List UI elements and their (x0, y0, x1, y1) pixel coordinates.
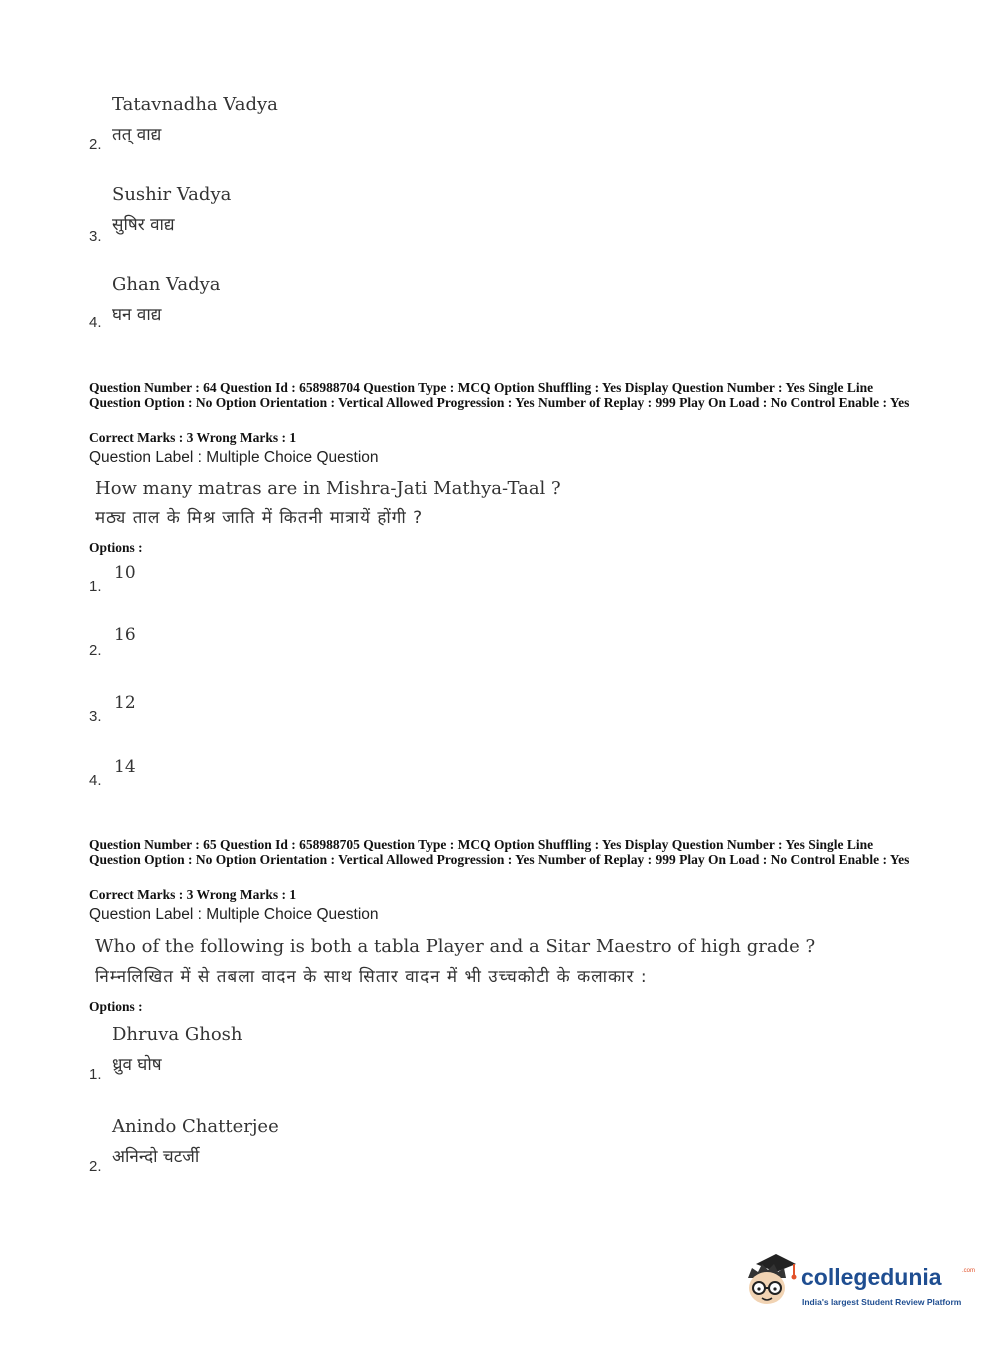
option-text-hindi: तत् वाद्य (112, 125, 162, 145)
brand-domain-suffix: .com (962, 1268, 976, 1274)
question-64-text-hindi: मठ्य ताल के मिश्र जाति में कितनी मात्रायें होंगी ? (95, 508, 424, 528)
option-text-hindi: ध्रुव घोष (112, 1055, 162, 1075)
option-number: 4. (89, 314, 102, 331)
collegedunia-logo (742, 1248, 976, 1314)
question-64-marks: Correct Marks : 3 Wrong Marks : 1 (89, 430, 297, 445)
question-64-text-english: How many matras are in Mishra-Jati Mathya-Taal ? (95, 478, 561, 499)
option-text-english: Sushir Vadya (112, 184, 232, 205)
question-65-options-heading: Options : (89, 999, 143, 1014)
option-text-hindi: सुषिर वाद्य (112, 215, 175, 235)
option-text-english: Ghan Vadya (112, 274, 221, 295)
option-number: 2. (89, 642, 102, 659)
option-number: 2. (89, 136, 102, 153)
option-number: 2. (89, 1158, 102, 1175)
option-value: 16 (114, 625, 136, 645)
question-64-label: Question Label : Multiple Choice Question (89, 449, 379, 466)
option-number: 3. (89, 708, 102, 725)
question-65-label: Question Label : Multiple Choice Question (89, 906, 379, 923)
option-text-english: Dhruva Ghosh (112, 1024, 243, 1045)
question-64-options-heading: Options : (89, 540, 143, 555)
option-text-english: Anindo Chatterjee (112, 1116, 279, 1137)
question-65-text-english: Who of the following is both a tabla Player and a Sitar Maestro of high grade ? (95, 936, 816, 957)
option-text-hindi: घन वाद्य (112, 305, 162, 325)
option-number: 4. (89, 772, 102, 789)
option-value: 10 (114, 563, 136, 583)
mascot-icon (742, 1248, 800, 1314)
question-65-marks: Correct Marks : 3 Wrong Marks : 1 (89, 887, 297, 902)
option-text-hindi: अनिन्दो चटर्जी (112, 1147, 200, 1167)
option-number: 1. (89, 1066, 102, 1083)
option-value: 12 (114, 693, 136, 713)
question-65-text-hindi: निम्नलिखित में से तबला वादन के साथ सितार वादन में भी उच्चकोटी के कलाकार : (95, 967, 648, 987)
question-65-meta: Question Number : 65 Question Id : 658988705 Question Type : MCQ Option Shuffling : Yes Display Question Number : Yes Single Line Question Option : No Option Orientation : Vertical Allowed Progression : Yes Number of Replay : 999 Play On Load : No Control Enable : Yes (89, 837, 910, 867)
option-number: 3. (89, 228, 102, 245)
brand-tagline: India's largest Student Review Platform (802, 1297, 962, 1307)
option-number: 1. (89, 578, 102, 595)
brand-name: collegedunia (801, 1264, 942, 1290)
option-text-english: Tatavnadha Vadya (112, 94, 278, 115)
question-64-meta: Question Number : 64 Question Id : 658988704 Question Type : MCQ Option Shuffling : Yes Display Question Number : Yes Single Line Question Option : No Option Orientation : Vertical Allowed Progression : Yes Number of Replay : 999 Play On Load : No Control Enable : Yes (89, 380, 910, 410)
option-value: 14 (114, 757, 136, 777)
